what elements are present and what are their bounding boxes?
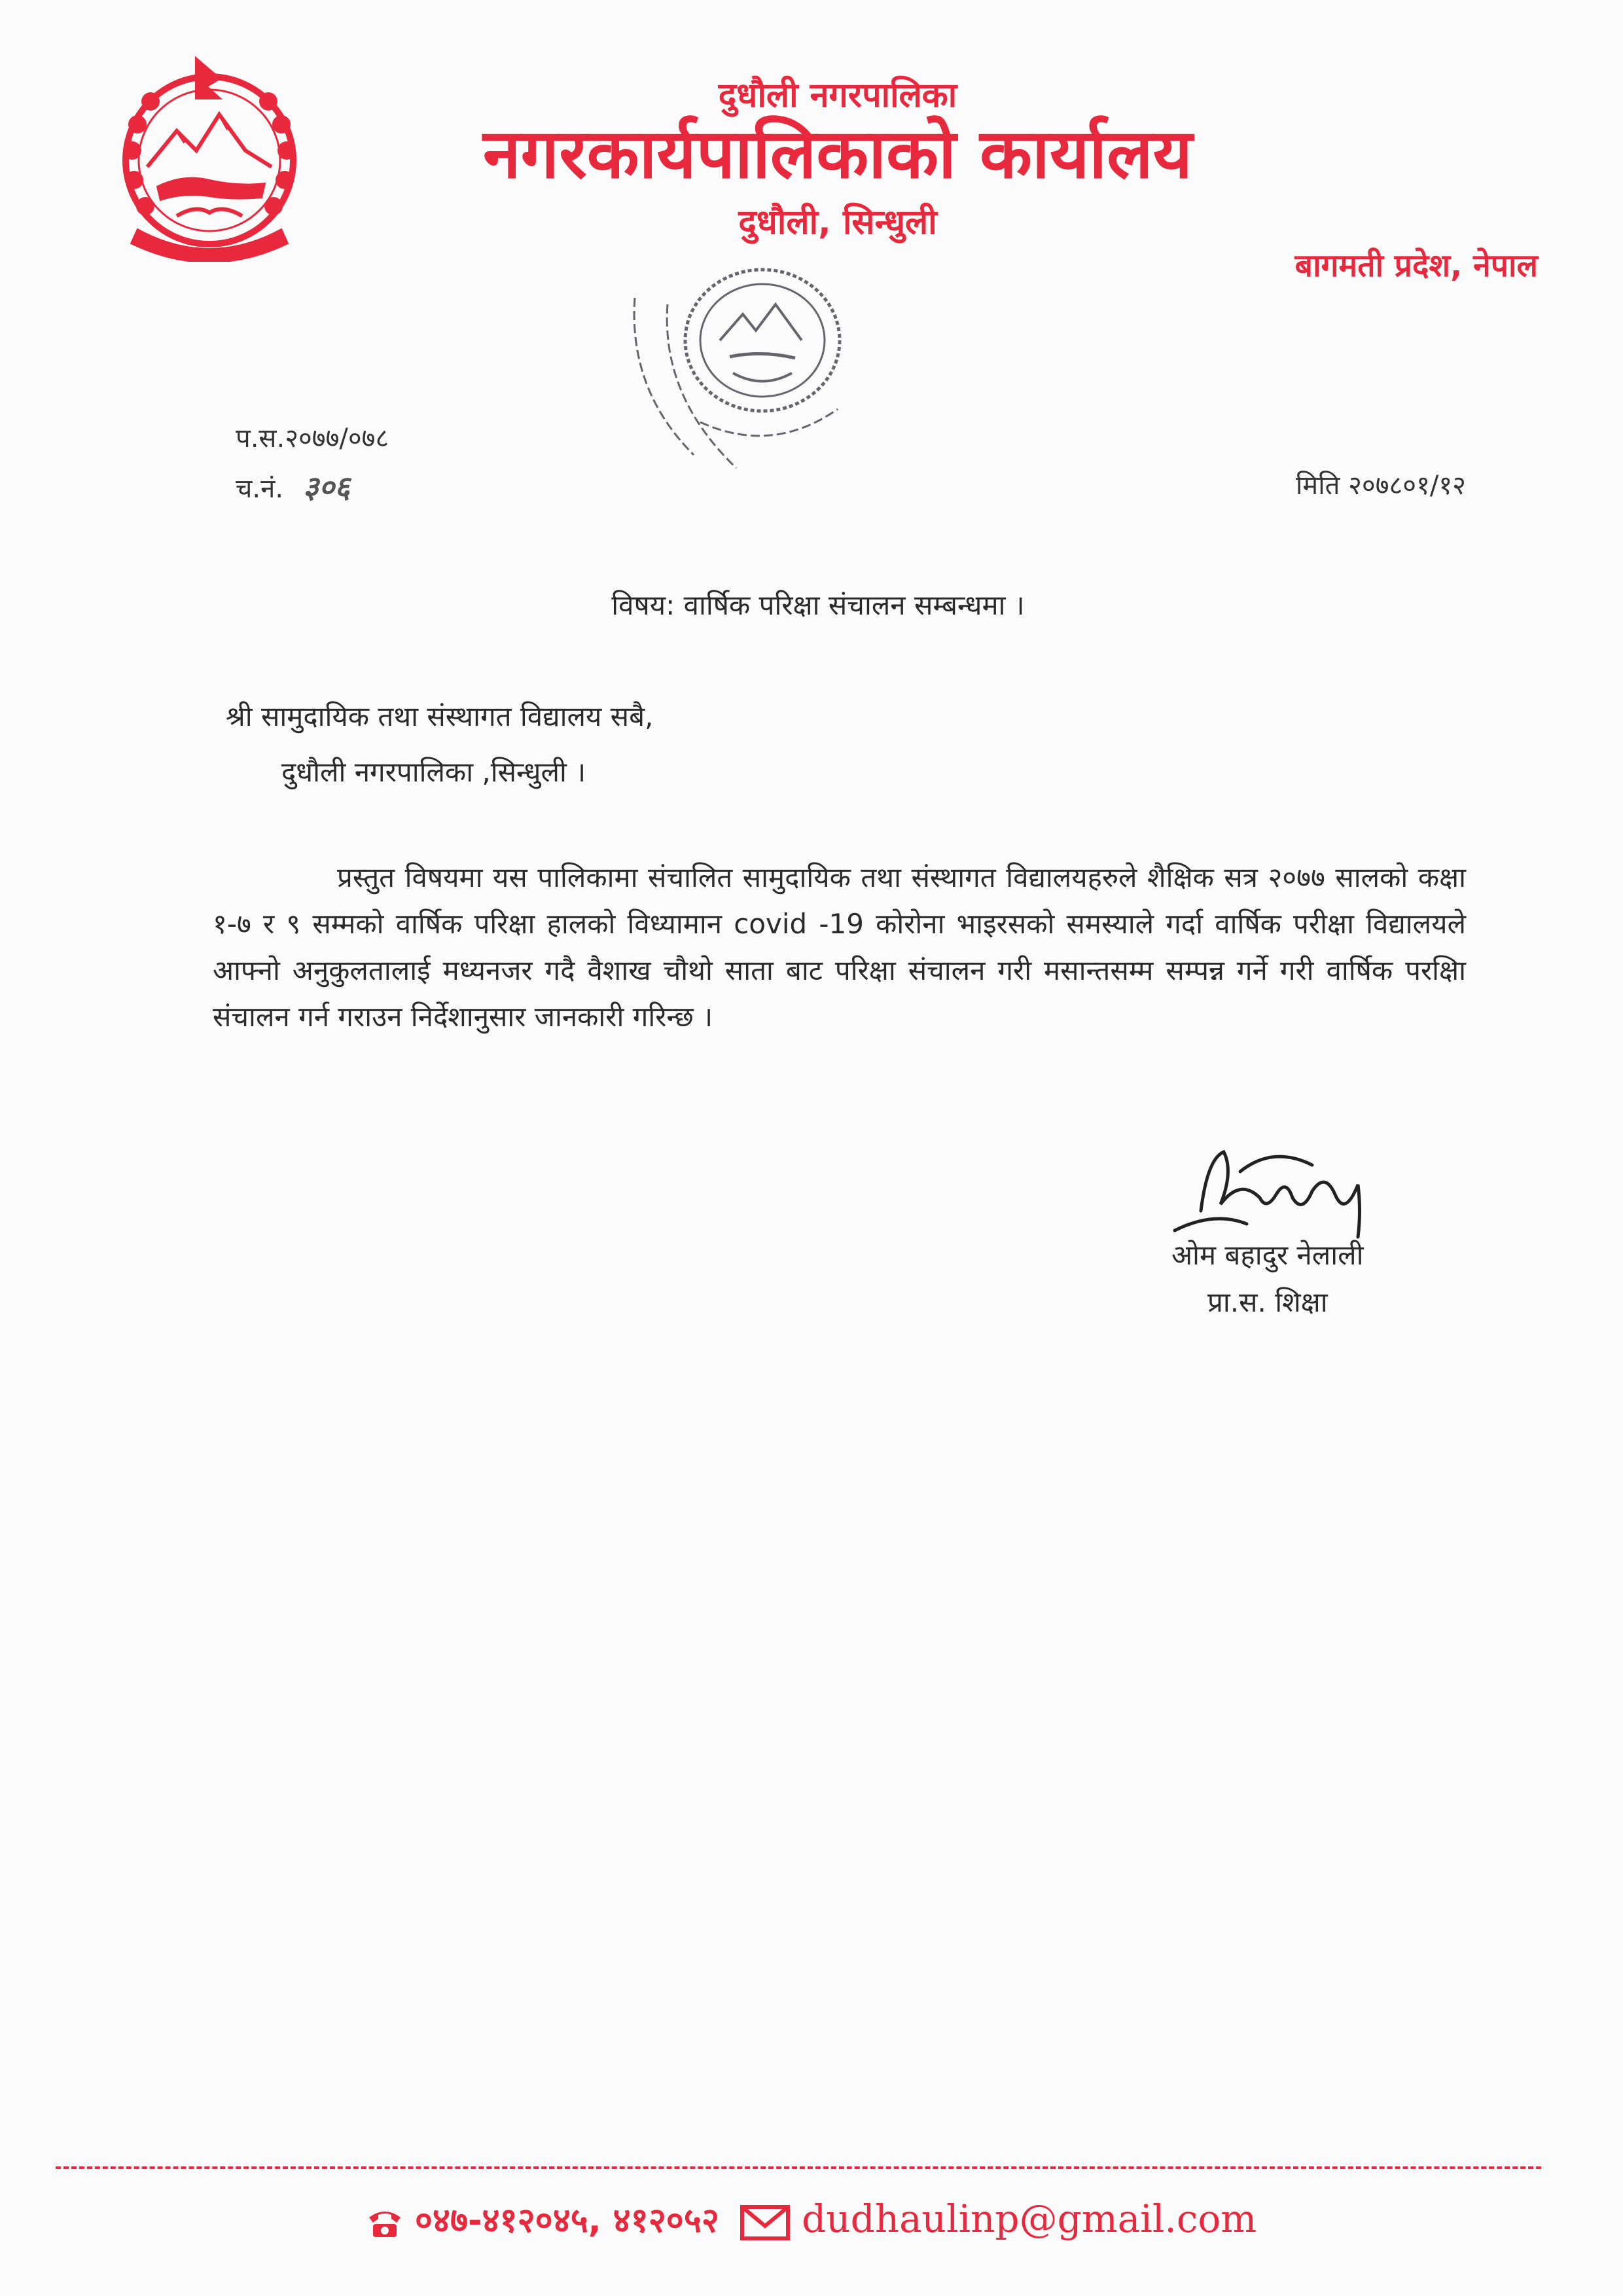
subject-line: विषय: वार्षिक परिक्षा संचालन सम्बन्धमा । — [611, 589, 1025, 621]
envelope-icon — [740, 2205, 790, 2240]
letter-date — [1296, 466, 1466, 502]
addressee-line-1: श्री सामुदायिक तथा संस्थागत विद्यालय सबै, — [226, 700, 654, 732]
dispatch-number-value: ३०६ — [303, 469, 350, 505]
office-location: दुधौली, सिन्धुली — [738, 203, 937, 242]
addressee-line-2: दुधौली नगरपालिका ,सिन्धुली । — [281, 756, 586, 788]
footer-phone: ०४७-४१२०४५, ४१२०५२ — [414, 2201, 719, 2240]
signature-icon — [1162, 1132, 1410, 1250]
footer-contact — [0, 2196, 1623, 2242]
dispatch-label: च.नं. — [236, 474, 284, 504]
fiscal-year-ref: प.स.२०७७/०७८ — [236, 423, 389, 454]
letter-body: प्रस्तुत विषयमा यस पालिकामा संचालित सामुदायिक तथा संस्थागत विद्यालयहरुले शैक्षिक सत्र २०७७ सालको कक्षा १-७ र ९ सम्मको वार्षिक परिक्षा हालको विध्यामान covid -19 कोरोना भाइरसको समस्याले गर्दा वार्षिक परीक्षा विद्यालयले आफ्नो अनुकुलतालाई मध्यनजर गदै वैशाख चौथो साता बाट परिक्षा संचालन गरी मसान्तसम्म सम्पन्न गर्ने गरी वार्षिक परक्षिा संचालन गर्न गराउन निर्देशानुसार जानकारी गरिन्छ । — [213, 861, 1466, 1033]
province-line: बागमती प्रदेश, नेपाल — [1294, 247, 1538, 284]
date-label: मिति — [1295, 471, 1340, 501]
dispatch-number — [236, 466, 350, 507]
signatory-name: ओम बहादुर नेलाली — [1171, 1239, 1364, 1271]
office-stamp-icon — [622, 259, 870, 494]
footer-divider — [56, 2166, 1541, 2169]
municipality-name: दुधौली नगरपालिका — [718, 76, 957, 115]
office-title: नगरकार्यपालिकाको कार्यालय — [482, 114, 1193, 194]
signatory-title: प्रा.स. शिक्षा — [1207, 1286, 1328, 1318]
footer-email[interactable]: dudhaulinp@gmail.com — [802, 2197, 1257, 2241]
date-value: २०७८०१/१२ — [1348, 471, 1466, 501]
phone-icon — [366, 2206, 403, 2240]
